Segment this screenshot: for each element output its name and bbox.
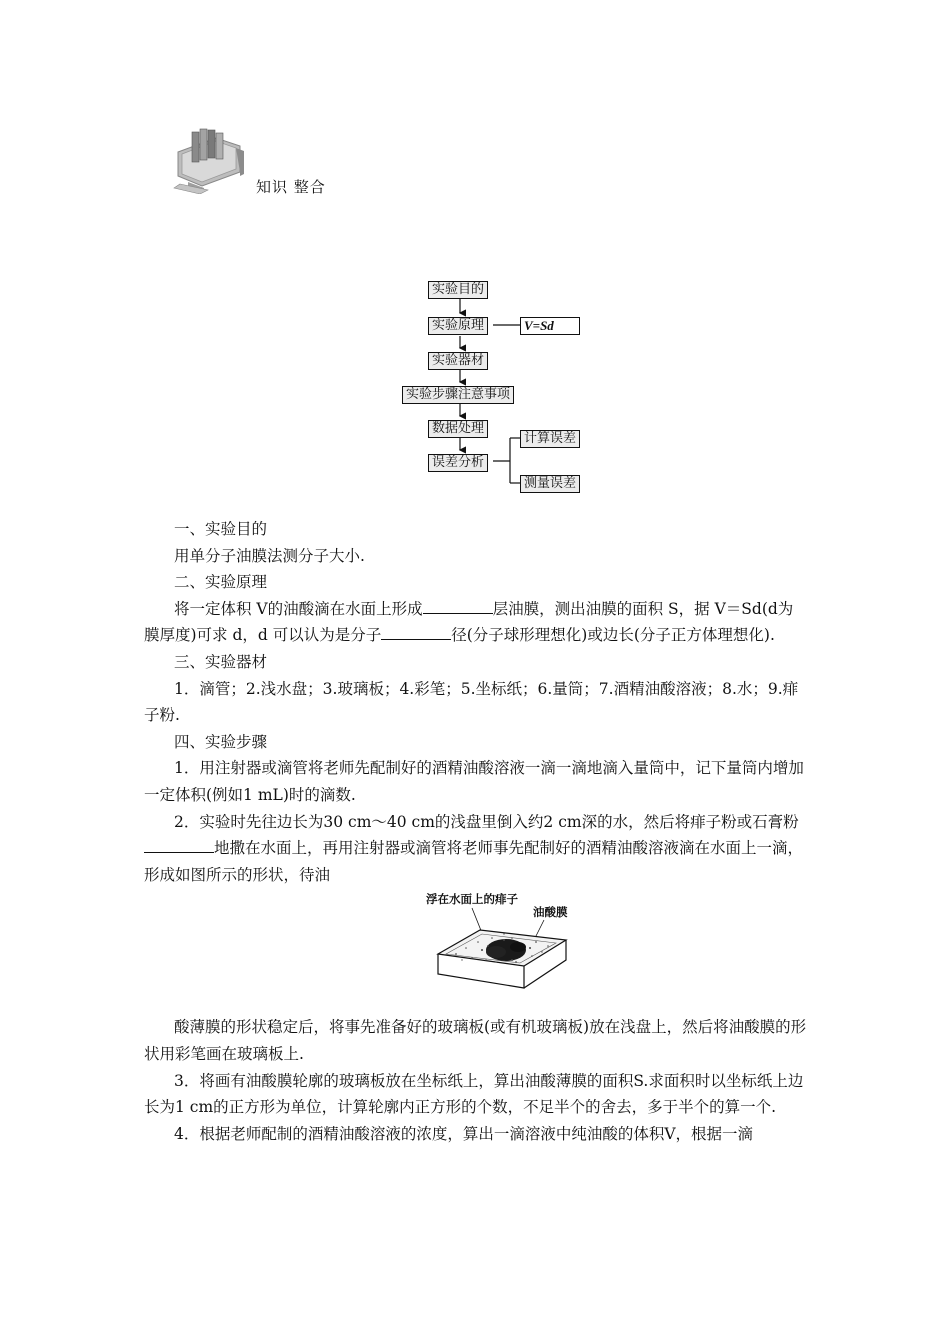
flow-box-steps: 实验步骤注意事项 bbox=[402, 386, 514, 404]
flow-box-calc-error: 计算误差 bbox=[520, 430, 580, 448]
heading-steps: 四、实验步骤 bbox=[174, 732, 268, 751]
flow-box-purpose: 实验目的 bbox=[428, 281, 488, 299]
flow-box-measure-error: 测量误差 bbox=[520, 475, 580, 493]
figure-label-powder: 浮在水面上的痱子 bbox=[426, 892, 518, 907]
fill-blank bbox=[423, 599, 493, 614]
text-principle: 将一定体积 V的油酸滴在水面上形成 层油膜，测出油膜的面积 S，据 V＝Sd(d为膜厚度)可求 d，d 可以认为是分子 径(分子球形理想化)或边长(分子正方体理想化). bbox=[144, 599, 794, 645]
fill-blank bbox=[144, 838, 214, 853]
text-step-4: 4．根据老师配制的酒精油酸溶液的浓度，算出一滴溶液中纯油酸的体积V，根据一滴 bbox=[174, 1124, 754, 1143]
computer-books-icon bbox=[172, 124, 252, 194]
text-purpose: 用单分子油膜法测分子大小. bbox=[174, 546, 365, 565]
flow-box-formula: V=Sd bbox=[520, 317, 580, 335]
section-title: 知识 整合 bbox=[256, 178, 326, 196]
flow-box-error-analysis: 误差分析 bbox=[428, 454, 488, 472]
heading-equipment: 三、实验器材 bbox=[174, 652, 268, 671]
text-step-2: 2．实验时先往边长为30 cm～40 cm的浅盘里倒入约2 cm深的水，然后将痱子粉或石膏粉地撒在水面上，再用注射器或滴管将老师事先配制好的酒精油酸溶液滴在水面上一滴，形成如图所示的形状，待油 bbox=[144, 812, 804, 884]
flow-box-principle: 实验原理 bbox=[428, 317, 488, 335]
text-step-2-cont: 酸薄膜的形状稳定后，将事先准备好的玻璃板(或有机玻璃板)放在浅盘上，然后将油酸膜的形状用彩笔画在玻璃板上. bbox=[144, 1018, 807, 1063]
text-equipment: 1．滴管；2.浅水盘；3.玻璃板；4.彩笔；5.坐标纸；6.量筒；7.酒精油酸溶液；8.水；9.痱子粉. bbox=[144, 679, 799, 725]
experiment-flowchart bbox=[396, 278, 606, 500]
figure-label-film: 油酸膜 bbox=[533, 905, 568, 920]
fill-blank bbox=[381, 625, 451, 640]
flow-box-equipment: 实验器材 bbox=[428, 352, 488, 370]
text-step-3: 3．将画有油酸膜轮廓的玻璃板放在坐标纸上，算出油酸薄膜的面积S.求面积时以坐标纸上边长为1 cm的正方形为单位，计算轮廓内正方形的个数，不足半个的舍去，多于半个的算一个. bbox=[144, 1071, 804, 1117]
shallow-tray-figure bbox=[144, 888, 808, 1014]
tray-illustration bbox=[432, 892, 572, 1012]
text-step-1: 1．用注射器或滴管将老师先配制好的酒精油酸溶液一滴一滴地滴入量筒中，记下量筒内增加一定体积(例如1 mL)时的滴数. bbox=[144, 759, 804, 804]
document-body bbox=[144, 516, 808, 1147]
heading-purpose: 一、实验目的 bbox=[174, 520, 268, 538]
heading-principle: 二、实验原理 bbox=[174, 573, 268, 592]
flow-box-data: 数据处理 bbox=[428, 420, 488, 438]
